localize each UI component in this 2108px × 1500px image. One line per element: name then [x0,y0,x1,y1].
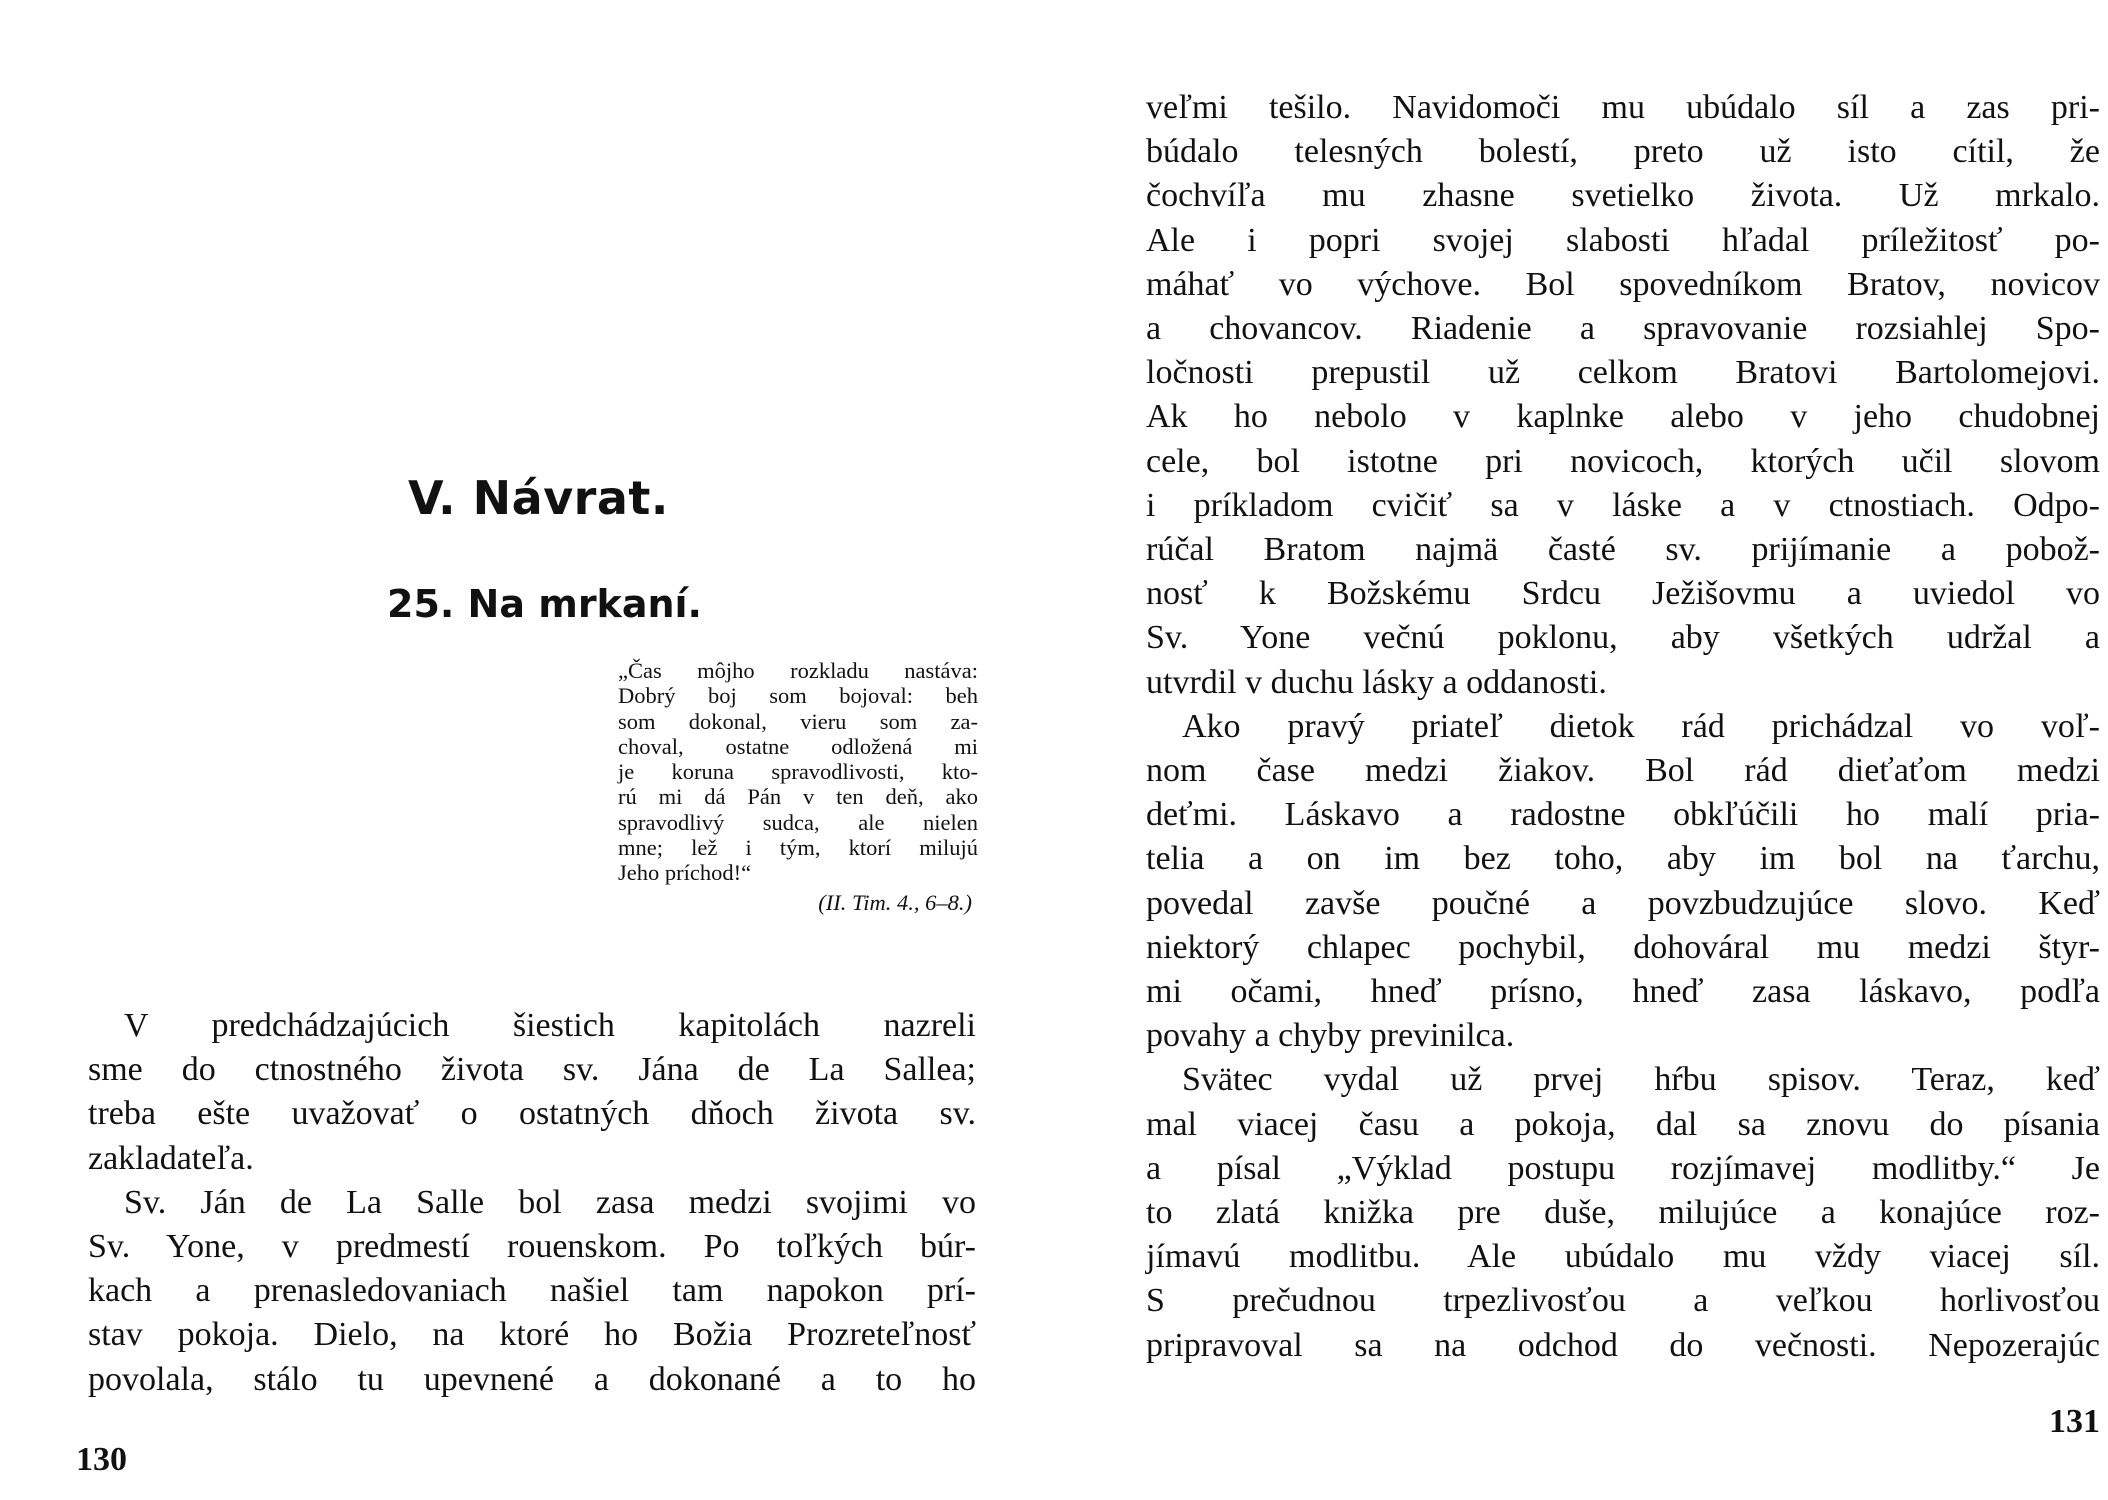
text-line: to zlatá knižka pre duše, milujúce a konajúce roz- [1146,1194,2100,1232]
chapter-title: V. Návrat. [408,471,669,525]
text-line: máhať vo výchove. Bol spovedníkom Bratov, novicov [1146,265,2100,303]
text-line: mal viacej času a pokoja, dal sa znovu do písania [1146,1105,2100,1143]
text-line: V predchádzajúcich šiestich kapitolách nazreli [124,1007,976,1044]
text-line: rúčal Bratom najmä časté sv. prijímanie a pobož- [1146,531,2100,569]
text-line: povedal zavše poučné a povzbudzujúce slovo. Keď [1146,884,2100,922]
text-line: a písal „Výklad postupu rozjímavej modlitby.“ Je [1146,1149,2100,1187]
text-line: treba ešte uvažovať o ostatných dňoch života sv. [88,1095,976,1133]
text-line: S prečudnou trpezlivosťou a veľkou horlivosťou [1146,1282,2100,1320]
text-line: niektorý chlapec pochybil, dohováral mu medzi štyr- [1146,928,2100,966]
text-line: povolala, stálo tu upevnené a dokonané a to ho [88,1360,976,1398]
epigraph-line: som dokonal, vieru som za- [618,708,978,734]
text-line: Svätec vydal už prvej hŕbu spisov. Teraz, keď [1182,1061,2100,1099]
text-line: i príkladom cvičiť sa v láske a v ctnostiach. Odpo- [1146,486,2100,524]
text-line: zakladateľa. [88,1139,254,1177]
text-line: stav pokoja. Dielo, na ktoré ho Božia Prozreteľnosť [88,1316,976,1354]
epigraph-line: choval, ostatne odložená mi [618,733,978,759]
epigraph-line: mne; lež i tým, ktorí milujú [618,835,978,861]
epigraph-line: „Čas môjho rozkladu nastáva: [618,658,978,683]
text-line: povahy a chyby previnilca. [1146,1017,1515,1055]
text-line: veľmi tešilo. Navidomoči mu ubúdalo síl a zas pri- [1146,89,2100,126]
text-line: jímavú modlitbu. Ale ubúdalo mu vždy viacej síl. [1146,1238,2100,1276]
text-line: sme do ctnostného života sv. Jána de La Sallea; [88,1051,976,1089]
text-line: čochvíľa mu zhasne svetielko života. Už mrkalo. [1146,177,2100,215]
text-line: deťmi. Láskavo a radostne obkľúčili ho malí pria- [1146,796,2100,834]
epigraph-line: Jeho príchod!“ [618,860,752,886]
text-line: búdalo telesných bolestí, preto už isto cítil, že [1146,133,2100,171]
section-title: 25. Na mrkaní. [387,582,702,626]
page-number: 130 [76,1441,127,1478]
right-body-text [1146,86,2100,1368]
text-line: telia a on im bez toho, aby im bol na ťarchu, [1146,840,2100,878]
page-number: 131 [2049,1403,2100,1440]
text-line: nosť k Božskému Srdcu Ježišovmu a uviedol vo [1146,575,2100,613]
epigraph-line: Dobrý boj som bojoval: beh [618,683,978,709]
text-line: Ako pravý priateľ dietok rád prichádzal vo voľ- [1182,707,2100,745]
right-page [1054,0,2108,1500]
left-body-text [88,1004,976,1402]
text-line: cele, bol istotne pri novicoch, ktorých učil slovom [1146,442,2100,480]
text-line: a chovancov. Riadenie a spravovanie rozsiahlej Spo- [1146,310,2100,348]
text-line: Sv. Yone večnú poklonu, aby všetkých udržal a [1146,619,2100,657]
text-line: ločnosti prepustil už celkom Bratovi Bartolomejovi. [1146,354,2100,392]
text-line: nom čase medzi žiakov. Bol rád dieťaťom medzi [1146,752,2100,790]
epigraph-reference: (II. Tim. 4., 6–8.) [818,889,972,915]
epigraph-line: spravodlivý sudca, ale nielen [618,809,978,835]
text-line: Ak ho nebolo v kaplnke alebo v jeho chudobnej [1146,398,2100,436]
text-line: Sv. Yone, v predmestí rouenskom. Po toľkých búr- [88,1228,976,1266]
text-line: mi očami, hneď prísno, hneď zasa láskavo, podľa [1146,973,2100,1011]
epigraph-line: rú mi dá Pán v ten deň, ako [618,784,978,810]
text-line: pripravoval sa na odchod do večnosti. Nepozerajúc [1146,1326,2100,1364]
text-line: kach a prenasledovaniach našiel tam napokon prí- [88,1272,976,1310]
epigraph-line: je koruna spravodlivosti, kto- [618,759,978,785]
text-line: utvrdil v duchu lásky a oddanosti. [1146,663,1607,701]
text-line: Ale i popri svojej slabosti hľadal príležitosť po- [1146,221,2100,259]
epigraph [618,658,978,915]
text-line: Sv. Ján de La Salle bol zasa medzi svojimi vo [124,1183,976,1221]
